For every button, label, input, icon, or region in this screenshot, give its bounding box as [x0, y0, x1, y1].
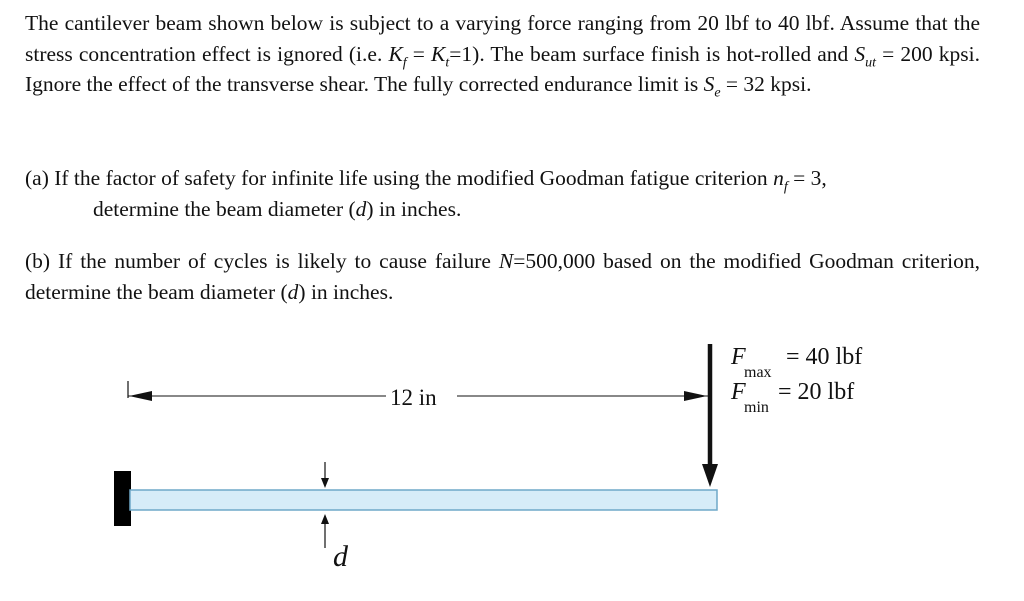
dimension-arrow-right-icon: [684, 391, 707, 401]
dimension-label: 12 in: [390, 385, 437, 410]
fmax-value: = 40 lbf: [786, 344, 863, 370]
kt-subscript: t: [445, 54, 450, 70]
n-symbol: N: [498, 249, 514, 273]
beam-body: [130, 490, 717, 510]
se-symbol: S: [703, 72, 715, 96]
sut-symbol: S: [854, 41, 866, 66]
diameter-label: d: [333, 540, 348, 573]
load-arrow-head-icon: [702, 464, 718, 487]
intro-text-5: = 32 kpsi.: [720, 72, 812, 96]
part-a-text-3: determine the beam diameter (: [93, 196, 356, 221]
nf-subscript: f: [783, 179, 788, 195]
fixed-wall-support: [114, 471, 131, 526]
fmax-symbol: F: [731, 344, 746, 370]
intro-text-2: =: [406, 41, 432, 66]
part-b-text-2: =500,000 based on the modified Goodman criterion, determine the beam diameter (: [25, 249, 980, 304]
part-a-text-2: = 3,: [787, 166, 827, 190]
part-b-d-symbol: d: [287, 279, 299, 304]
intro-text-4: = 200 kpsi. Ignore the effect of the transverse shear. The fully corrected endurance limit is: [25, 41, 980, 96]
kf-symbol: K: [388, 41, 403, 66]
fmin-symbol: F: [731, 379, 746, 405]
fmin-value: = 20 lbf: [778, 379, 855, 405]
diameter-arrow-top-icon: [321, 478, 329, 488]
intro-text-3: =1). The beam surface finish is hot-rolled and: [449, 41, 855, 66]
kt-symbol: K: [431, 41, 446, 66]
part-a-text-1: (a) If the factor of safety for infinite life using the modified Goodman fatigue criterion: [25, 166, 774, 190]
nf-symbol: n: [773, 166, 784, 190]
part-a-d-symbol: d: [355, 196, 367, 221]
part-b-text-1: (b) If the number of cycles is likely to cause failure: [25, 249, 499, 273]
dimension-arrow-left-icon: [129, 391, 152, 401]
intro-text-1: The cantilever beam shown below is subject to a varying force ranging from 20 lbf to 40 lbf. Assume that the stress concentration effect is ignored (i.e.: [25, 11, 980, 66]
se-subscript: e: [714, 85, 721, 101]
fmax-subscript: max: [744, 364, 772, 381]
sut-subscript: ut: [865, 54, 877, 70]
part-b-text-3: ) in inches.: [298, 279, 394, 304]
fmin-subscript: min: [744, 399, 769, 416]
kf-subscript: f: [402, 54, 407, 70]
part-a-text-4: ) in inches.: [366, 196, 462, 221]
